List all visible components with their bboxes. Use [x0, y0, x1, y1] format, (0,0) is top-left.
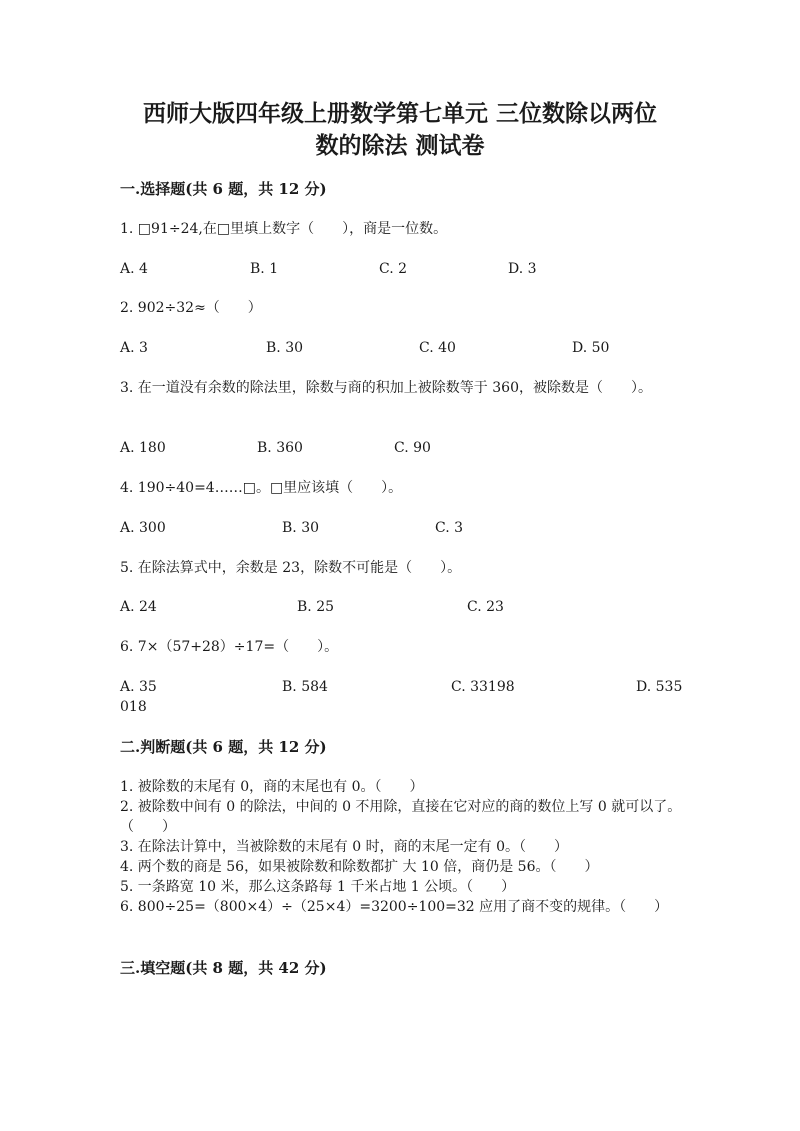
exam-title-line1: 西师大版四年级上册数学第七单元 三位数除以两位	[142, 100, 657, 127]
choice-q4-option-c: C. 3	[435, 520, 464, 536]
choice-q6-option-d-wrap: 018	[120, 699, 147, 715]
choice-q4-option-b: B. 30	[282, 520, 320, 536]
judge-item-3: 3. 在除法计算中，当被除数的末尾有 0 时，商的末尾一定有 0。（ ）	[120, 839, 568, 855]
choice-q6-option-a: A. 35	[120, 679, 157, 695]
choice-question-1: 1. □91÷24,在□里填上数字（ ），商是一位数。	[120, 221, 448, 237]
choice-q1-option-d: D. 3	[508, 261, 537, 277]
choice-question-2: 2. 902÷32≈（ ）	[120, 300, 262, 316]
choice-q3-option-a: A. 180	[120, 440, 166, 456]
choice-q2-option-d: D. 50	[572, 340, 610, 356]
choice-q1-option-b: B. 1	[250, 261, 279, 277]
choice-q2-option-a: A. 3	[120, 340, 148, 356]
section-fill-heading: 三.填空题(共 8 题，共 42 分)	[120, 959, 327, 977]
choice-q6-option-b: B. 584	[282, 679, 328, 695]
choice-question-3: 3. 在一道没有余数的除法里，除数与商的积加上被除数等于 360，被除数是（ ）。	[120, 380, 652, 396]
exam-title-line2: 数的除法 测试卷	[315, 132, 485, 159]
choice-q3-option-b: B. 360	[257, 440, 303, 456]
judge-item-2: 2. 被除数中间有 0 的除法，中间的 0 不用除，直接在它对应的商的数位上写 0 就可以了。（ ）	[120, 799, 682, 835]
choice-q3-option-c: C. 90	[394, 440, 431, 456]
choice-q5-option-a: A. 24	[120, 599, 157, 615]
choice-question-6: 6. 7×（57+28）÷17=（ ）。	[120, 639, 339, 655]
choice-question-4: 4. 190÷40=4……□。□里应该填（ ）。	[120, 480, 403, 496]
choice-question-5: 5. 在除法算式中，余数是 23，除数不可能是（ ）。	[120, 560, 462, 576]
choice-q1-option-a: A. 4	[120, 261, 148, 277]
choice-q5-option-c: C. 23	[467, 599, 504, 615]
choice-q4-option-a: A. 300	[120, 520, 166, 536]
choice-q1-option-c: C. 2	[379, 261, 408, 277]
choice-q2-option-c: C. 40	[419, 340, 456, 356]
judge-item-4: 4. 两个数的商是 56，如果被除数和除数都扩 大 10 倍，商仍是 56。（ ）	[120, 859, 599, 875]
choice-q2-option-b: B. 30	[266, 340, 304, 356]
judge-item-6: 6. 800÷25=（800×4）÷（25×4）=3200÷100=32 应用了商不变的规律。（ ）	[120, 899, 669, 915]
section-choice-heading: 一.选择题(共 6 题，共 12 分)	[120, 180, 327, 198]
judge-item-5: 5. 一条路宽 10 米，那么这条路每 1 千米占地 1 公顷。（ ）	[120, 879, 516, 895]
judge-item-1: 1. 被除数的末尾有 0，商的末尾也有 0。（ ）	[120, 779, 424, 795]
choice-q6-option-d: D. 535	[636, 679, 683, 695]
section-judge-heading: 二.判断题(共 6 题，共 12 分)	[120, 738, 327, 756]
choice-q6-option-c: C. 33198	[451, 679, 515, 695]
choice-q5-option-b: B. 25	[297, 599, 335, 615]
